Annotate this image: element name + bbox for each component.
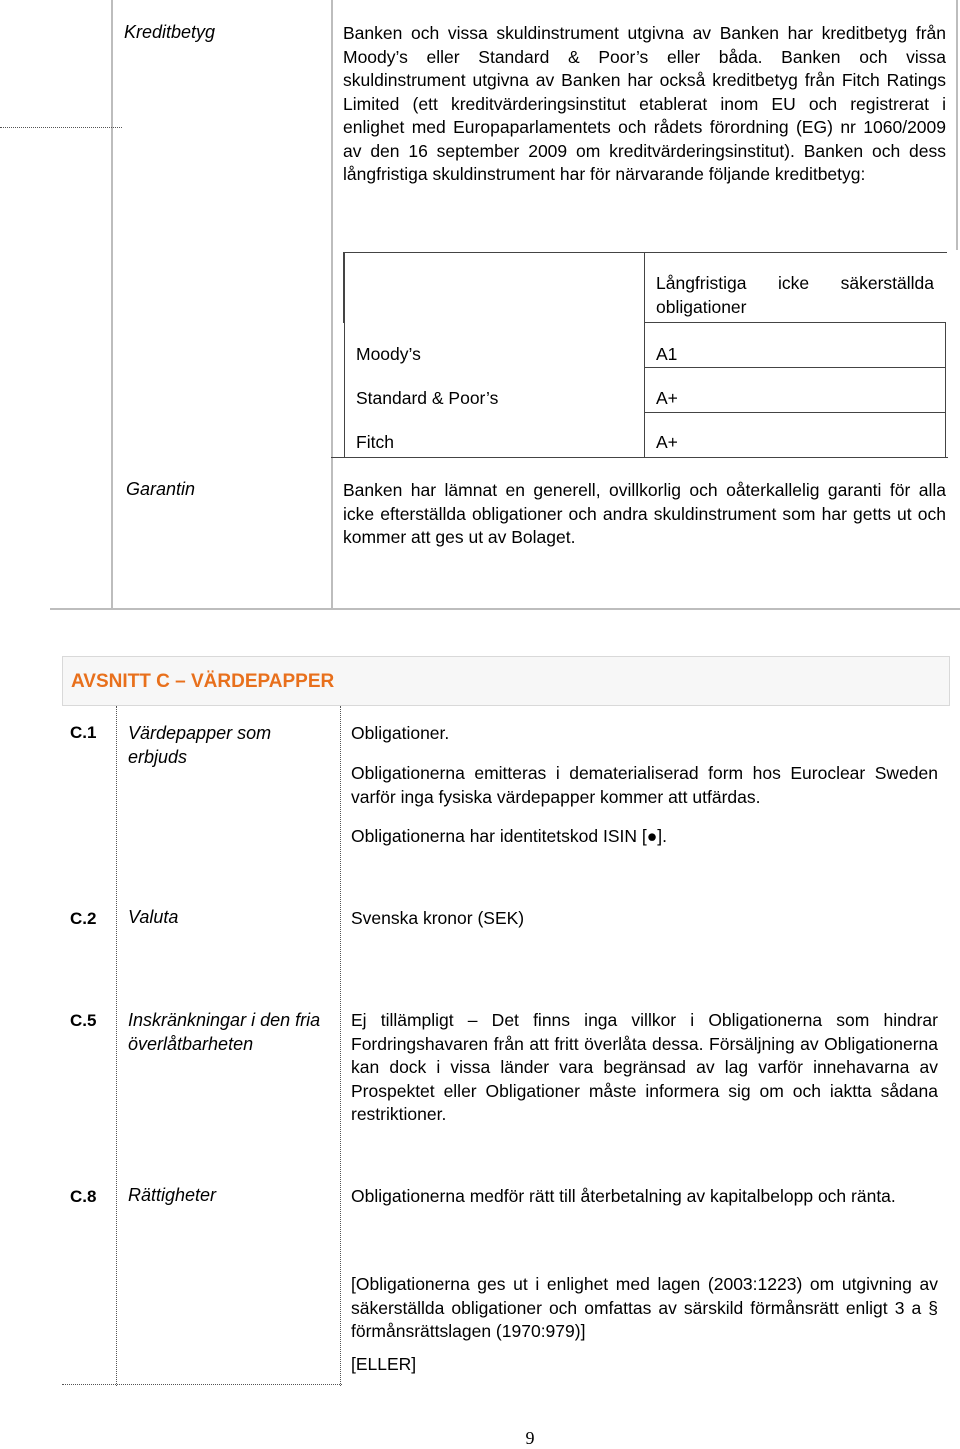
row-number: C.8 [70,1187,97,1206]
row-label: Rättigheter [128,1185,217,1205]
ratings-column-header: Långfristiga icke säkerställda obligationer [656,273,934,317]
column-separator [116,706,117,1386]
margin-marker [0,127,122,128]
table-border-left [111,0,113,610]
row-number: C.1 [70,723,97,742]
ratings-agency: Fitch [356,432,394,452]
kreditbetyg-paragraph: Banken och vissa skuldinstrument utgivna av Banken har kreditbetyg från Moody’s eller Standard & Poor’s eller båda. Banken och vissa skuldinstrument utgivna av Banken har också kreditbetyg från Fitch Ratings Limited (ett kreditvärderingsinstitut etablerat inom EU och registrerat i enlighet med Europaparlamentets och rådets förordning (EG) nr 1060/2009 av den 16 september 2009 om kreditvärderingsinstitut). Banken och dess långfristiga skuldinstrument har för närvarande följande kreditbetyg: [343,23,946,184]
column-separator [340,706,341,1386]
row-paragraph: Obligationerna emitteras i dematerialiserad form hos Euroclear Sweden varför inga fysiska värdepapper kommer att utfärdas. [351,763,938,807]
row-paragraph: [Obligationerna ges ut i enlighet med lagen (2003:1223) om utgivning av säkerställda obligationer och omfattas av särskild förmånsrätt enligt 3 a § förmånsrättslagen (1970:979)] [351,1274,938,1341]
row-paragraph: [ELLER] [351,1354,417,1374]
table-border-right [956,0,958,250]
section-c-header [62,656,950,706]
row-number: C.2 [70,909,97,928]
ratings-value: A+ [656,388,678,408]
row-separator [62,1384,342,1385]
ratings-agency: Standard & Poor’s [356,388,499,408]
ratings-value: A1 [656,344,678,364]
row-paragraph: Ej tillämpligt – Det finns inga villkor i Obligationerna som hindrar Fordringshavaren från att fritt överlåta dessa. Försäljning av Obligationerna kan dock i vissa länder vara begränsad av lag varför innehavarna av Prospektet eller Obligationer måste informera sig om och iaktta sådana restriktioner. [351,1010,938,1124]
page-number: 9 [525,1428,535,1448]
section-c-heading: AVSNITT C – VÄRDEPAPPER [71,671,335,692]
row-paragraph: Obligationerna medför rätt till återbetalning av kapitalbelopp och ränta. [351,1186,896,1206]
garantin-paragraph: Banken har lämnat en generell, ovillkorlig och oåterkallelig garanti för alla icke efterställda obligationer och andra skuldinstrument som har getts ut och kommer att ges ut av Bolaget. [343,480,946,547]
row-label: Inskränkningar i den fria överlåtbarheten [128,1010,321,1054]
row-label: Värdepapper som erbjuds [128,723,272,767]
ratings-agency: Moody’s [356,344,421,364]
row-paragraph: Obligationer. [351,723,450,743]
table-border-bottom [50,608,960,610]
ratings-value: A+ [656,432,678,452]
row-paragraph: Obligationerna har identitetskod ISIN [●]. [351,826,668,846]
kreditbetyg-label: Kreditbetyg [124,22,216,42]
row-label: Valuta [128,907,179,927]
row-paragraph: Svenska kronor (SEK) [351,908,525,928]
garantin-label: Garantin [126,479,196,499]
row-number: C.5 [70,1011,97,1030]
table-border-middle [331,0,333,610]
